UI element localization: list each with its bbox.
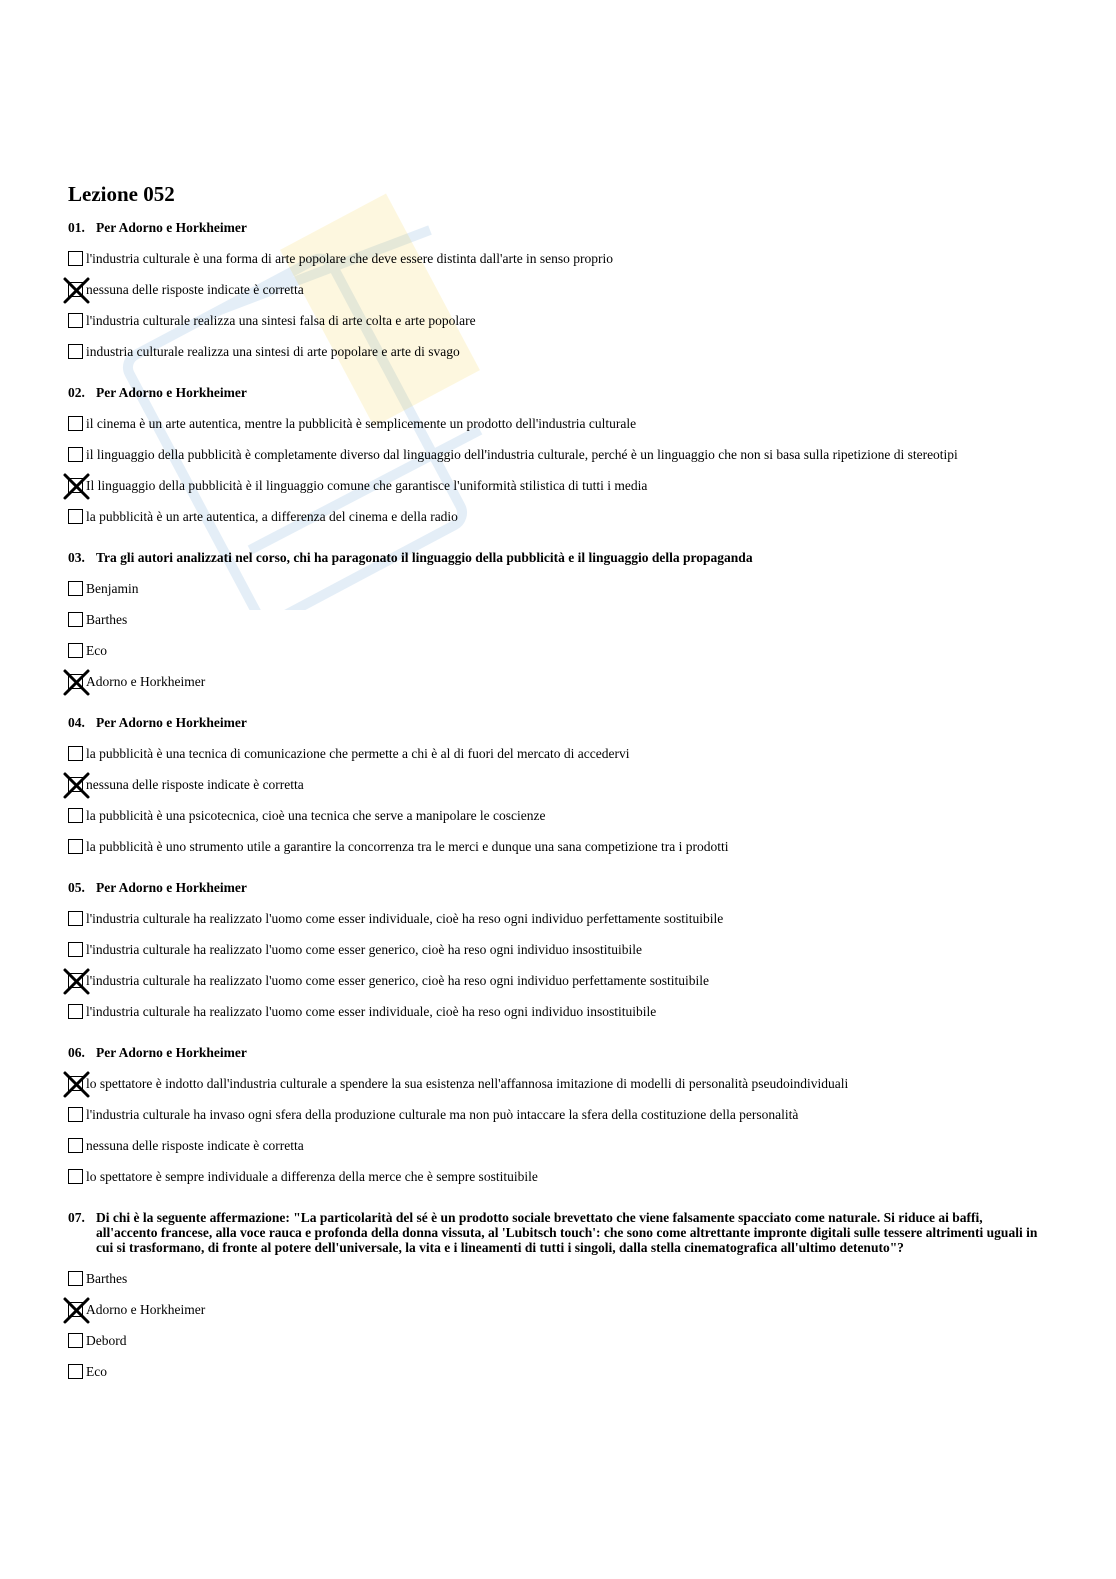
answer-label: la pubblicità è una psicotecnica, cioè una tecnica che serve a manipolare le coscienze (86, 807, 546, 823)
answer-label: l'industria culturale ha realizzato l'uomo come esser generico, cioè ha reso ogni individuo perfettamente sostituibile (86, 972, 710, 988)
question-number: 05. (68, 880, 85, 895)
answer-label: nessuna delle risposte indicate è corretta (86, 1137, 304, 1153)
checkbox[interactable] (68, 447, 83, 462)
answer-label: lo spettatore è sempre individuale a differenza della merce che è sempre sostituibile (86, 1168, 538, 1184)
answer-option[interactable] (68, 903, 1038, 934)
answer-option[interactable] (68, 800, 1038, 831)
checkbox[interactable] (68, 1271, 83, 1286)
answer-label: Adorno e Horkheimer (86, 673, 206, 689)
answer-label: Barthes (86, 1270, 128, 1286)
checkbox[interactable] (68, 251, 83, 266)
answer-label: la pubblicità è una tecnica di comunicazione che permette a chi è al di fuori del mercato di accedervi (86, 745, 630, 761)
answer-label: lo spettatore è indotto dall'industria culturale a spendere la sua esistenza nell'affannosa imitazione di modelli di personalità pseudoindividuali (86, 1075, 849, 1091)
checkbox[interactable] (68, 509, 83, 524)
answer-label: Eco (86, 642, 107, 658)
answer-option[interactable] (68, 305, 1038, 336)
answer-option[interactable] (68, 1130, 1038, 1161)
checkbox[interactable] (68, 911, 83, 926)
answer-option[interactable] (68, 243, 1038, 274)
cross-mark-icon (63, 277, 90, 304)
checkbox-checked[interactable] (68, 282, 83, 297)
question-text: Tra gli autori analizzati nel corso, chi ha paragonato il linguaggio della pubblicità e il linguaggio della propaganda (96, 550, 753, 565)
question-heading (68, 220, 1038, 235)
answer-label: nessuna delle risposte indicate è corretta (86, 281, 304, 297)
question-text: Per Adorno e Horkheimer (96, 715, 247, 730)
cross-mark-icon (63, 772, 90, 799)
question-number: 02. (68, 385, 85, 400)
answer-label: il linguaggio della pubblicità è completamente diverso dal linguaggio dell'industria culturale, perché è un linguaggio che non si basa sulla ripetizione di stereotipi (86, 446, 958, 462)
answer-label: Il linguaggio della pubblicità è il linguaggio comune che garantisce l'uniformità stilistica di tutti i media (86, 477, 648, 493)
answer-label: Benjamin (86, 580, 139, 596)
answer-label: l'industria culturale ha invaso ogni sfera della produzione culturale ma non può intaccare la sfera della costituzione della personalità (86, 1106, 799, 1122)
answer-option[interactable] (68, 501, 1038, 532)
checkbox-checked[interactable] (68, 674, 83, 689)
answer-label: l'industria culturale ha realizzato l'uomo come esser individuale, cioè ha reso ogni individuo insostituibile (86, 1003, 657, 1019)
question-block (68, 220, 1038, 367)
answer-option[interactable] (68, 666, 1038, 697)
checkbox[interactable] (68, 416, 83, 431)
answer-label: l'industria culturale è una forma di arte popolare che deve essere distinta dall'arte in senso proprio (86, 250, 614, 266)
checkbox-checked[interactable] (68, 1076, 83, 1091)
answer-option[interactable] (68, 1294, 1038, 1325)
answer-label: la pubblicità è un arte autentica, a differenza del cinema e della radio (86, 508, 458, 524)
question-text: Per Adorno e Horkheimer (96, 1045, 247, 1060)
checkbox-checked[interactable] (68, 478, 83, 493)
question-number: 07. (68, 1210, 85, 1225)
answer-label: l'industria culturale ha realizzato l'uomo come esser individuale, cioè ha reso ogni individuo perfettamente sostituibile (86, 910, 724, 926)
question-block (68, 1045, 1038, 1192)
answer-option[interactable] (68, 635, 1038, 666)
checkbox[interactable] (68, 808, 83, 823)
document-page (68, 180, 1038, 1405)
answer-option[interactable] (68, 274, 1038, 305)
answer-label: Debord (86, 1332, 127, 1348)
checkbox-checked[interactable] (68, 777, 83, 792)
answer-option[interactable] (68, 1161, 1038, 1192)
checkbox-checked[interactable] (68, 1302, 83, 1317)
checkbox[interactable] (68, 942, 83, 957)
checkbox[interactable] (68, 344, 83, 359)
checkbox[interactable] (68, 643, 83, 658)
question-number: 01. (68, 220, 85, 235)
checkbox[interactable] (68, 1138, 83, 1153)
question-list (68, 220, 1038, 1387)
answer-option[interactable] (68, 769, 1038, 800)
answer-option[interactable] (68, 1263, 1038, 1294)
answer-label: l'industria culturale realizza una sintesi falsa di arte colta e arte popolare (86, 312, 476, 328)
question-text: Per Adorno e Horkheimer (96, 880, 247, 895)
answer-option[interactable] (68, 1356, 1038, 1387)
checkbox[interactable] (68, 612, 83, 627)
answer-label: industria culturale realizza una sintesi di arte popolare e arte di svago (86, 343, 460, 359)
question-heading (68, 550, 1038, 565)
checkbox[interactable] (68, 313, 83, 328)
checkbox[interactable] (68, 1333, 83, 1348)
answer-label: Barthes (86, 611, 128, 627)
question-number: 03. (68, 550, 85, 565)
question-heading (68, 715, 1038, 730)
question-text: Di chi è la seguente affermazione: "La particolarità del sé è un prodotto sociale brevettato che viene falsamente spacciato come naturale. Si riduce ai baffi, all'accento francese, alla voce rauca e profonda della donna vissuta, al 'Lubitsch touch': che sono come altrettante impronte digitali sulle tessere altrimenti uguali in cui si trasformano, di fronte al potere dell'universale, la vita e i lineamenti di tutti i singoli, dalla stella cinematografica all'ultimo detenuto"? (96, 1210, 1038, 1255)
cross-mark-icon (63, 968, 90, 995)
question-block (68, 550, 1038, 697)
answer-option[interactable] (68, 965, 1038, 996)
answer-option[interactable] (68, 1099, 1038, 1130)
cross-mark-icon (63, 1071, 90, 1098)
answer-option[interactable] (68, 439, 1038, 470)
checkbox[interactable] (68, 581, 83, 596)
question-text: Per Adorno e Horkheimer (96, 385, 247, 400)
answer-label: nessuna delle risposte indicate è corretta (86, 776, 304, 792)
question-block (68, 880, 1038, 1027)
question-heading (68, 1045, 1038, 1060)
checkbox[interactable] (68, 839, 83, 854)
question-number: 06. (68, 1045, 85, 1060)
checkbox-checked[interactable] (68, 973, 83, 988)
answer-option[interactable] (68, 1068, 1038, 1099)
answer-option[interactable] (68, 831, 1038, 862)
cross-mark-icon (63, 1297, 90, 1324)
answer-option[interactable] (68, 996, 1038, 1027)
checkbox[interactable] (68, 1004, 83, 1019)
answer-option[interactable] (68, 604, 1038, 635)
checkbox[interactable] (68, 1364, 83, 1379)
question-number: 04. (68, 715, 85, 730)
checkbox[interactable] (68, 1107, 83, 1122)
answer-label: il cinema è un arte autentica, mentre la pubblicità è semplicemente un prodotto dell'industria culturale (86, 415, 637, 431)
answer-label: Adorno e Horkheimer (86, 1301, 206, 1317)
cross-mark-icon (63, 473, 90, 500)
question-heading (68, 1210, 1038, 1255)
question-heading (68, 385, 1038, 400)
question-heading (68, 880, 1038, 895)
checkbox[interactable] (68, 746, 83, 761)
cross-mark-icon (63, 669, 90, 696)
question-block (68, 385, 1038, 532)
question-block (68, 1210, 1038, 1387)
answer-option[interactable] (68, 573, 1038, 604)
answer-option[interactable] (68, 470, 1038, 501)
answer-label: Eco (86, 1363, 107, 1379)
answer-option[interactable] (68, 336, 1038, 367)
answer-option[interactable] (68, 408, 1038, 439)
answer-option[interactable] (68, 934, 1038, 965)
question-block (68, 715, 1038, 862)
checkbox[interactable] (68, 1169, 83, 1184)
answer-label: la pubblicità è uno strumento utile a garantire la concorrenza tra le merci e dunque una sana competizione tra i prodotti (86, 838, 729, 854)
answer-option[interactable] (68, 1325, 1038, 1356)
question-text: Per Adorno e Horkheimer (96, 220, 247, 235)
lesson-title: Lezione 052 (68, 182, 175, 206)
answer-option[interactable] (68, 738, 1038, 769)
answer-label: l'industria culturale ha realizzato l'uomo come esser generico, cioè ha reso ogni individuo insostituibile (86, 941, 642, 957)
